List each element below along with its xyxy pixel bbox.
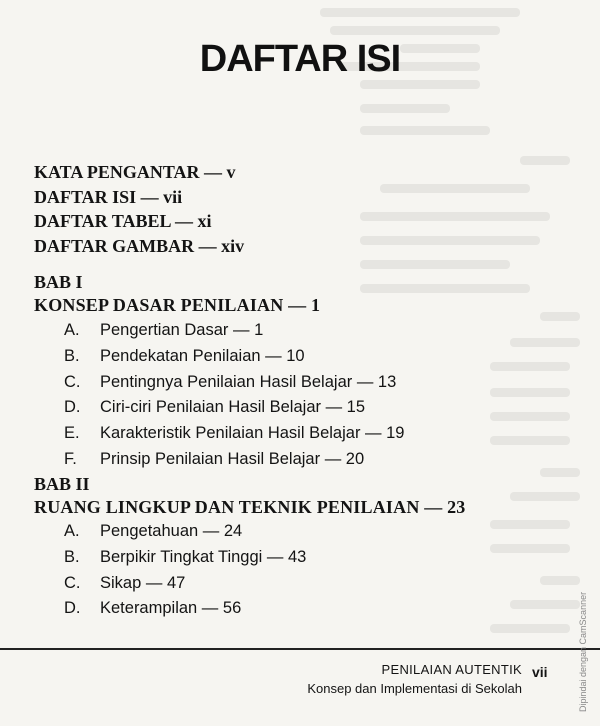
toc-section[interactable]	[64, 395, 404, 421]
toc-entry-daftar-isi[interactable]: DAFTAR ISI — vii	[34, 186, 183, 207]
chapter-number-bab-1: BAB I	[34, 272, 83, 292]
section-letter: E.	[64, 424, 80, 443]
section-letter: C.	[64, 372, 81, 391]
footer-rule	[0, 648, 600, 650]
book-subtitle: Konsep dan Implementasi di Sekolah	[307, 681, 522, 696]
section-letter: B.	[64, 547, 80, 566]
section-letter: B.	[64, 346, 80, 365]
toc-section[interactable]	[64, 344, 404, 370]
section-title: Berpikir Tingkat Tinggi — 43	[100, 547, 307, 566]
bab-1-sections	[64, 318, 404, 473]
section-letter: C.	[64, 573, 81, 592]
toc-section[interactable]	[64, 519, 306, 545]
toc-section[interactable]	[64, 370, 404, 396]
scanner-watermark: Dipindai dengan CamScanner	[578, 591, 588, 712]
toc-entry-daftar-tabel[interactable]: DAFTAR TABEL — xi	[34, 211, 212, 231]
toc-section[interactable]	[64, 545, 306, 571]
section-letter: A.	[64, 522, 80, 540]
page-number: vii	[532, 664, 548, 680]
front-matter-list	[34, 160, 244, 258]
section-title: Pentingnya Penilaian Hasil Belajar — 13	[100, 372, 397, 391]
toc-section[interactable]	[64, 318, 404, 344]
section-title: Karakteristik Penilaian Hasil Belajar — 19	[100, 424, 405, 443]
section-title: Ciri-ciri Penilaian Hasil Belajar — 15	[100, 398, 366, 417]
bab-2-sections	[64, 519, 306, 622]
section-letter: F.	[64, 449, 77, 468]
toc-section[interactable]	[64, 571, 306, 597]
section-title: Sikap — 47	[100, 573, 186, 592]
chapter-title-bab-1[interactable]: KONSEP DASAR PENILAIAN — 1	[34, 295, 321, 315]
section-title: Keterampilan — 56	[100, 599, 242, 618]
chapter-title-bab-2[interactable]: RUANG LINGKUP DAN TEKNIK PENILAIAN — 23	[34, 497, 466, 517]
toc-entry-kata-pengantar[interactable]: KATA PENGANTAR — v	[34, 162, 236, 182]
toc-entry-daftar-gambar[interactable]: DAFTAR GAMBAR — xiv	[34, 235, 245, 256]
toc-section[interactable]	[64, 421, 404, 447]
section-title: Pengetahuan — 24	[100, 522, 243, 540]
toc-section[interactable]	[64, 596, 306, 622]
page-title: DAFTAR ISI	[199, 38, 401, 80]
chapter-number-bab-2: BAB II	[34, 474, 90, 494]
running-footer	[307, 660, 522, 698]
section-letter: A.	[64, 321, 80, 339]
section-title: Prinsip Penilaian Hasil Belajar — 20	[100, 449, 365, 468]
section-letter: D.	[64, 599, 81, 618]
book-title: PENILAIAN AUTENTIK	[381, 662, 522, 677]
section-title: Pengertian Dasar — 1	[100, 321, 264, 339]
section-title: Pendekatan Penilaian — 10	[100, 346, 305, 365]
section-letter: D.	[64, 398, 81, 417]
toc-section[interactable]	[64, 447, 404, 473]
